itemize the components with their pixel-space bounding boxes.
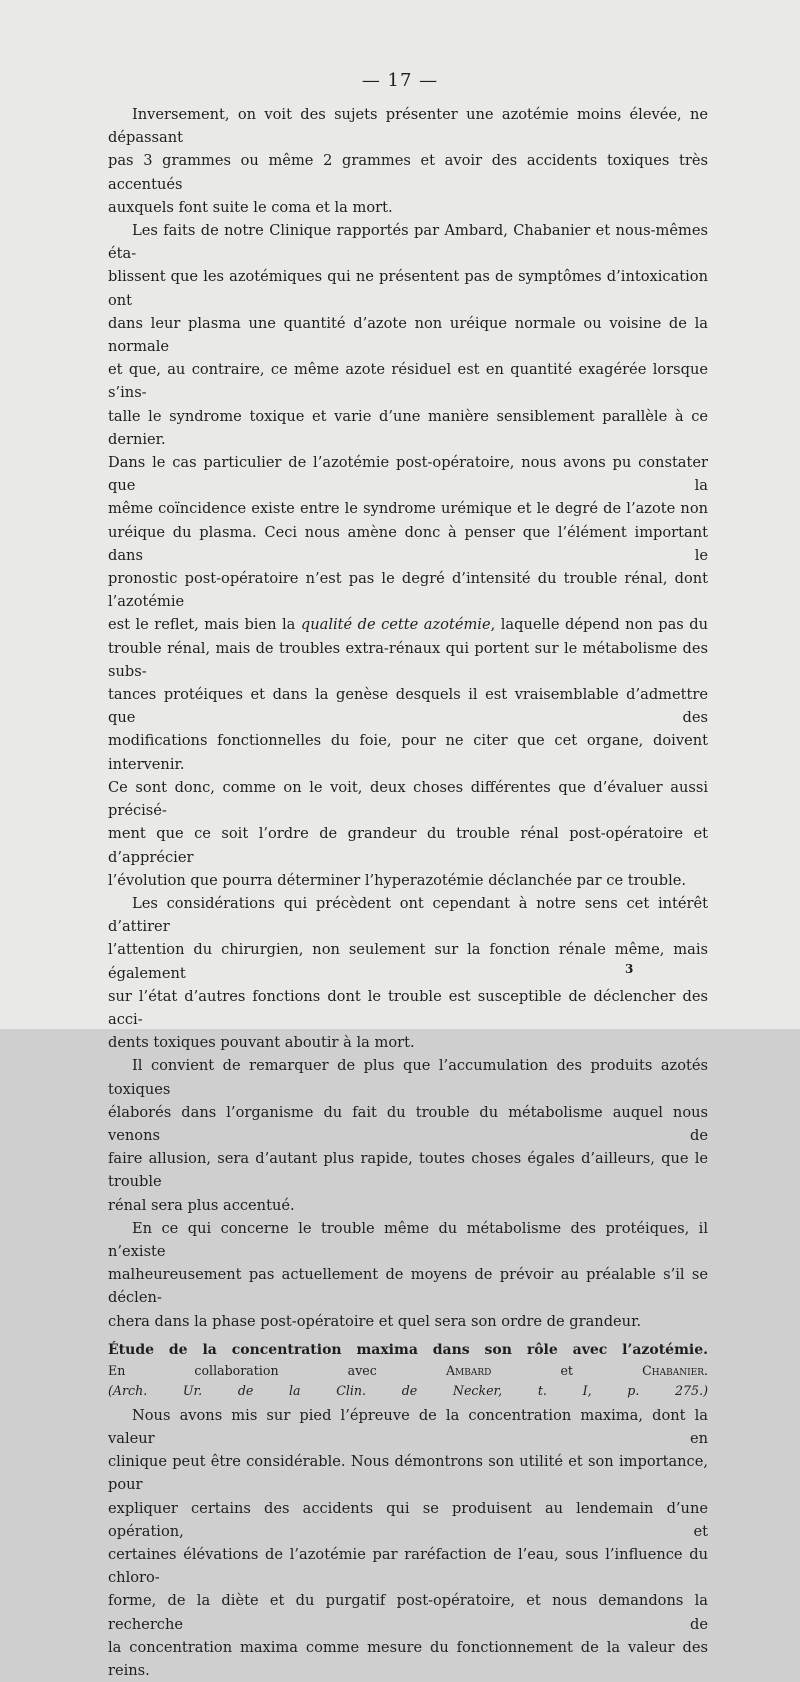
line-text: forme, de la diète et du purgatif post-opératoire, et nous demandons la recherche de [108, 1592, 708, 1633]
page-number: — 17 — [361, 70, 439, 91]
paragraph-line [108, 219, 708, 265]
line-text: , laquelle dépend non pas du [490, 616, 709, 634]
line-text: l’évolution que pourra déterminer l’hyperazotémie déclanchée par ce trouble. [108, 871, 687, 889]
line-text: Ce sont donc, comme on le voit, deux choses différentes que d’évaluer aussi précisé- [108, 778, 708, 820]
paragraph-line [108, 1194, 708, 1217]
line-text: et que, au contraire, ce même azote résiduel est en quantité exagérée lorsque s’ins- [108, 361, 708, 402]
paragraph-line [108, 265, 708, 311]
paragraph-line [108, 1031, 708, 1054]
paragraph-line [108, 497, 708, 520]
line-text: malheureusement pas actuellement de moyens de prévoir au préalable s’il se déclen- [108, 1266, 708, 1307]
line-text: auxquels font suite le coma et la mort. [108, 198, 393, 216]
line-text: certaines élévations de l’azotémie par raréfaction de l’eau, sous l’influence du chloro- [108, 1545, 708, 1587]
line-text: talle le syndrome toxique et varie d’une manière sensiblement parallèle à ce dernier. [108, 407, 708, 448]
paragraph-line [108, 1147, 708, 1193]
line-text: rénal sera plus accentué. [108, 1196, 295, 1214]
line-text: pronostic post-opératoire n’est pas le degré d’intensité du trouble rénal, dont l’azotémie [108, 570, 708, 611]
collaboration-prefix: En collaboration avec [108, 1362, 446, 1378]
paragraph [108, 1217, 708, 1333]
line-text: En ce qui concerne le trouble même du métabolisme des protéiques, il n’existe [108, 1219, 708, 1260]
line-text: Les considérations qui précèdent ont cependant à notre sens cet intérêt d’attirer [108, 894, 708, 936]
final-paragraph-line [108, 1543, 708, 1589]
line-text: dans leur plasma une quantité d’azote non uréique normale ou voisine de la normale [108, 314, 708, 356]
paragraph-line [108, 405, 708, 451]
paragraph-line [108, 567, 708, 613]
line-text: expliquer certains des accidents qui se produisent au lendemain d’une opération, et [108, 1499, 708, 1540]
collaborator-chabanier: Chabanier [642, 1362, 704, 1378]
body-text [108, 103, 708, 1682]
final-paragraph-line [108, 1589, 708, 1635]
line-text: Les faits de notre Clinique rapportés par Ambard, Chabanier et nous-mêmes éta- [108, 222, 708, 263]
collaboration-suffix: . [703, 1362, 708, 1378]
collaboration-line [108, 1361, 708, 1380]
paragraph-line [108, 521, 708, 567]
paragraph-line [108, 1101, 708, 1147]
section-heading: Étude de la concentration maxima dans son rôle avec l’azotémie. [108, 1341, 708, 1358]
line-text: Nous avons mis sur pied l’épreuve de la concentration maxima, dont la valeur en [108, 1406, 708, 1447]
line-text: sur l’état d’autres fonctions dont le trouble est susceptible de déclencher des acci- [108, 987, 708, 1028]
final-paragraph-line [108, 1497, 708, 1543]
final-paragraph-line [108, 1636, 708, 1682]
paragraph-line [108, 1263, 708, 1309]
paragraph-line [108, 776, 708, 822]
line-text: élaborés dans l’organisme du fait du trouble du métabolisme auquel nous venons de [108, 1103, 708, 1144]
line-text: la concentration maxima comme mesure du fonctionnement de la valeur des reins. [108, 1638, 708, 1679]
paragraph-line [108, 312, 708, 358]
signature-mark: 3 [625, 962, 634, 976]
paragraph-line [108, 938, 708, 984]
line-text: dents toxiques pouvant aboutir à la mort. [108, 1034, 415, 1052]
paragraph [108, 219, 708, 892]
paragraph-line [108, 869, 708, 892]
paragraph-line [108, 358, 708, 404]
paragraph-line [108, 1054, 708, 1100]
paragraph [108, 892, 708, 1054]
line-text: trouble rénal, mais de troubles extra-rénaux qui portent sur le métabolisme des subs- [108, 639, 708, 680]
paragraph-line [108, 637, 708, 683]
line-text: chera dans la phase post-opératoire et quel sera son ordre de grandeur. [108, 1312, 642, 1330]
reference-citation: (Arch. Ur. de la Clin. de Necker, t. I, p. 275.) [108, 1382, 708, 1398]
line-text: Inversement, on voit des sujets présenter une azotémie moins élevée, ne dépassant [108, 106, 708, 147]
line-text: ment que ce soit l’ordre de grandeur du trouble rénal post-opératoire et d’apprécier [108, 825, 708, 866]
line-text: Dans le cas particulier de l’azotémie post-opératoire, nous avons pu constater que la [108, 454, 708, 495]
line-text: blissent que les azotémiques qui ne présentent pas de symptômes d’intoxication ont [108, 268, 708, 309]
paragraph-line [108, 1217, 708, 1263]
paragraph-line [108, 451, 708, 497]
paragraph-line [108, 683, 708, 729]
final-paragraph-line [108, 1404, 708, 1450]
paragraph-line [108, 729, 708, 775]
paragraph-line [108, 892, 708, 938]
italic-emphasis: qualité de cette azotémie [300, 616, 491, 634]
paragraph-line [108, 613, 708, 636]
line-text: est le reflet, mais bien la [108, 616, 301, 634]
line-text: pas 3 grammes ou même 2 grammes et avoir des accidents toxiques très accentués [108, 152, 708, 193]
line-text: faire allusion, sera d’autant plus rapide, toutes choses égales d’ailleurs, que le trouble [108, 1150, 708, 1191]
paragraphs [108, 103, 708, 1333]
final-paragraph [108, 1404, 708, 1682]
paragraph-line [108, 1310, 708, 1333]
section-heading-block [108, 1339, 708, 1402]
line-text: même coïncidence existe entre le syndrome urémique et le degré de l’azote non [108, 500, 708, 518]
paragraph-line [108, 103, 708, 149]
line-text: modifications fonctionnelles du foie, pour ne citer que cet organe, doivent intervenir. [108, 732, 708, 773]
paragraph-line [108, 196, 708, 219]
line-text: uréique du plasma. Ceci nous amène donc à penser que l’élément important dans le [108, 523, 708, 564]
line-text: Il convient de remarquer de plus que l’accumulation des produits azotés toxiques [108, 1057, 708, 1098]
collaborator-ambard: Ambard [445, 1362, 492, 1378]
paragraph-line [108, 822, 708, 868]
collaboration-and: et [491, 1362, 643, 1378]
paragraph [108, 1054, 708, 1216]
paragraph-line [108, 985, 708, 1031]
paragraph [108, 103, 708, 219]
final-paragraph-line [108, 1450, 708, 1496]
line-text: clinique peut être considérable. Nous démontrons son utilité et son importance, pour [108, 1453, 708, 1494]
paragraph-line [108, 149, 708, 195]
line-text: tances protéiques et dans la genèse desquels il est vraisemblable d’admettre que des [108, 686, 708, 727]
line-text: l’attention du chirurgien, non seulement sur la fonction rénale même, mais également [108, 941, 708, 982]
